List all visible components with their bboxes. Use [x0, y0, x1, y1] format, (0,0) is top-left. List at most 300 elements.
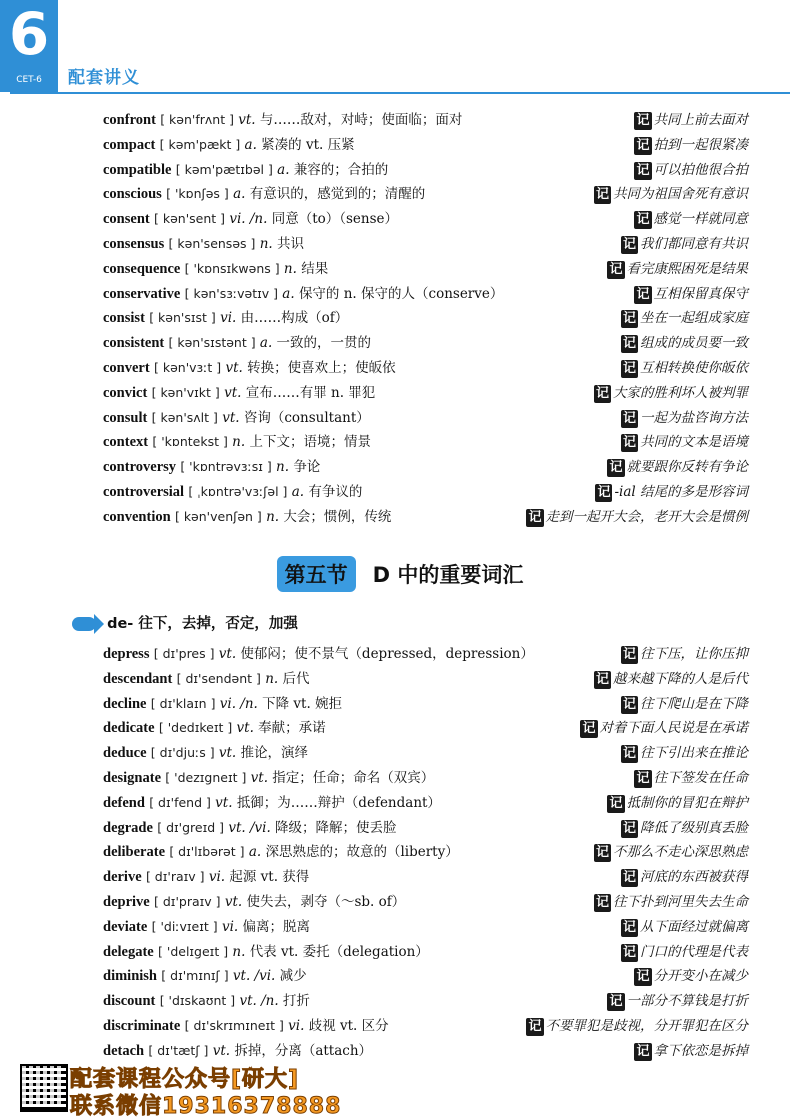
meaning: 宣布……有罪 n. 罪犯 [245, 384, 376, 401]
mnemonic-note [594, 667, 748, 692]
headword: compact [103, 136, 156, 153]
memo-marker: 记 [622, 696, 636, 712]
headword: convict [103, 384, 148, 401]
memo-marker: 记 [609, 460, 623, 476]
mnemonic-note [634, 766, 748, 791]
meaning: 上下文；语境；情景 [249, 434, 371, 451]
part-of-speech: vi. [221, 918, 239, 935]
vocab-entry [103, 381, 748, 406]
part-of-speech: a. [291, 483, 305, 500]
vocab-entry [103, 108, 748, 133]
memo-marker: 记 [582, 721, 596, 737]
mnemonic-text: 不那么不走心深思熟虑 [613, 844, 748, 861]
chapter-tab [0, 0, 58, 92]
meaning: 保守的 n. 保守的人（conserve） [298, 285, 504, 302]
headword: conservative [103, 285, 181, 302]
mnemonic-note [634, 282, 748, 307]
vocab-entry [103, 480, 748, 505]
headword: conscious [103, 186, 162, 203]
memo-marker: 记 [622, 820, 636, 836]
phonetic: [ kən'sent ] [154, 211, 226, 227]
meaning: 指定；任命；命名（双宾） [272, 769, 435, 786]
phonetic: [ dɪ'tætʃ ] [148, 1042, 209, 1058]
headword: deviate [103, 918, 148, 935]
mnemonic-note [634, 964, 748, 989]
phonetic: [ dɪ'djuːs ] [150, 745, 215, 761]
phonetic: [ kən'sensəs ] [168, 235, 256, 251]
vocab-entry [103, 692, 748, 717]
mnemonic-text: 大家的胜利坏人被判罪 [613, 384, 748, 401]
vocab-entry [103, 989, 748, 1014]
phonetic: [ dɪ'skrɪmɪneɪt ] [184, 1017, 284, 1033]
part-of-speech: n. [276, 459, 290, 476]
vocab-entry [103, 182, 748, 207]
memo-marker: 记 [636, 113, 650, 128]
mnemonic-text: 就要跟你反转有争论 [626, 459, 748, 476]
vocab-entry [103, 791, 748, 816]
mnemonic-text: 不要罪犯是歧视，分开罪犯在区分 [545, 1017, 748, 1034]
headword: consent [103, 211, 150, 228]
memo-marker: 记 [609, 795, 623, 811]
mnemonic-text: 互相保留真保守 [653, 285, 748, 302]
entry-definition [103, 282, 503, 307]
chapter-number: 6 [8, 0, 50, 68]
mnemonic-note [621, 692, 748, 717]
memo-marker: 记 [622, 746, 636, 762]
meaning: 降级；降解；使丢脸 [275, 819, 397, 836]
mnemonic-note [595, 480, 748, 505]
mnemonic-text: 往下扑到河里失去生命 [613, 893, 748, 910]
entry-definition [103, 840, 459, 865]
mnemonic-note [621, 865, 748, 890]
entry-definition [103, 133, 355, 158]
meaning: 转换；使喜欢上；使皈依 [247, 359, 396, 376]
mnemonic-note [621, 915, 748, 940]
memo-marker: 记 [595, 187, 609, 203]
entry-definition [103, 816, 397, 841]
page-header-title: 配套讲义 [68, 68, 140, 88]
mnemonic-text: 我们都同意有共识 [640, 235, 748, 252]
meaning: 有意识的，感觉到的；清醒的 [249, 186, 426, 203]
entry-definition [103, 766, 434, 791]
meaning: 下降 vt. 婉拒 [262, 695, 343, 712]
meaning: 由……构成（of） [240, 310, 349, 327]
mnemonic-note [594, 890, 748, 915]
memo-marker: 记 [595, 894, 609, 910]
entry-definition [103, 716, 326, 741]
mnemonic-note [607, 455, 748, 480]
meaning: 奉献；承诺 [258, 720, 326, 737]
phonetic: [ kən'vɪkt ] [151, 384, 220, 400]
phonetic: [ dɪ'raɪv ] [145, 869, 205, 885]
memo-marker: 记 [622, 870, 636, 886]
mnemonic-text: 河底的东西被获得 [640, 869, 748, 886]
meaning: 深思熟虑的；故意的（liberty） [265, 844, 459, 861]
mnemonic-note [634, 158, 748, 183]
headword: defend [103, 794, 145, 811]
mnemonic-note [607, 791, 748, 816]
meaning: 咨询（consultant） [243, 409, 370, 426]
entry-definition [103, 406, 370, 431]
phonetic: [ kən'sɪst ] [149, 310, 216, 326]
memo-marker: 记 [622, 360, 636, 376]
part-of-speech: vi. /n. [229, 211, 268, 228]
mnemonic-note [621, 816, 748, 841]
part-of-speech: n. [232, 434, 246, 451]
memo-marker: 记 [609, 994, 623, 1010]
vocab-entry [103, 915, 748, 940]
meaning: 抵御；为……辩护（defendant） [236, 794, 441, 811]
headword: discount [103, 993, 156, 1010]
entry-definition [103, 890, 405, 915]
mnemonic-note [621, 940, 748, 965]
headword: consult [103, 409, 148, 426]
entry-definition [103, 642, 534, 667]
vocab-entry [103, 207, 748, 232]
mnemonic-text: 组成的成员要一致 [640, 335, 748, 352]
memo-marker: 记 [636, 162, 650, 178]
mnemonic-text: 从下面经过就偏离 [640, 918, 748, 935]
entry-definition [103, 915, 310, 940]
entry-definition [103, 182, 425, 207]
mnemonic-text: 可以拍他很合拍 [653, 161, 748, 178]
part-of-speech: vt. [218, 646, 237, 662]
headword: convert [103, 359, 150, 376]
phonetic: [ 'delɪgeɪt ] [158, 943, 229, 959]
headword: context [103, 434, 149, 451]
headword: compatible [103, 161, 172, 178]
mnemonic-note [621, 430, 748, 455]
entry-definition [103, 108, 462, 133]
mnemonic-note [621, 406, 748, 431]
mnemonic-text: 走到一起开大会，老开大会是惯例 [545, 508, 748, 525]
headword: controversy [103, 459, 177, 476]
part-of-speech: vt. [218, 745, 237, 762]
entry-definition [103, 158, 388, 183]
headword: convention [103, 508, 171, 525]
promo-line-2: 联系微信19316378888 [70, 1094, 342, 1119]
phonetic: [ ˌkɒntrə'vɜːʃəl ] [188, 483, 288, 499]
mnemonic-text: 拿下依恋是拆掉 [653, 1042, 748, 1059]
part-of-speech: vi. [208, 869, 226, 886]
memo-marker: 记 [636, 212, 650, 228]
entry-definition [103, 480, 362, 505]
vocab-entry [103, 306, 748, 331]
part-of-speech: vt. [212, 1042, 231, 1059]
meaning: 偏离；脱离 [242, 918, 310, 935]
memo-marker: 记 [622, 944, 636, 960]
meaning: 使失去，剥夺（～sb. of） [246, 893, 406, 910]
mnemonic-text: 拍到一起很紧凑 [653, 136, 748, 153]
headword: decline [103, 695, 147, 712]
memo-marker: 记 [609, 261, 623, 277]
phonetic: [ 'kɒntekst ] [152, 434, 228, 450]
entry-definition [103, 257, 328, 282]
mnemonic-text: 互相转换使你皈依 [640, 359, 748, 376]
phonetic: [ dɪ'lɪbərət ] [169, 844, 245, 860]
phonetic: [ dɪ'fend ] [149, 794, 211, 810]
vocab-entry [103, 133, 748, 158]
mnemonic-text: 往下压，让你压抑 [640, 646, 748, 662]
memo-marker: 记 [622, 919, 636, 935]
phonetic: [ 'dɪskaʊnt ] [159, 993, 236, 1009]
memo-marker: 记 [622, 410, 636, 426]
headword: consist [103, 310, 145, 327]
entry-definition [103, 455, 320, 480]
memo-marker: 记 [597, 484, 611, 500]
vocab-entry [103, 1014, 748, 1039]
section-number-box: 第五节 [277, 556, 356, 592]
memo-marker: 记 [595, 385, 609, 401]
headword: degrade [103, 819, 153, 836]
part-of-speech: vt. /vi. [232, 968, 276, 985]
part-of-speech: vt. [225, 359, 243, 376]
headword: deliberate [103, 844, 166, 861]
mnemonic-text: 对着下面人民说是在承诺 [599, 720, 748, 737]
headword: depress [103, 646, 150, 662]
part-of-speech: vt. [250, 769, 268, 786]
vocab-entry [103, 455, 748, 480]
entry-definition [103, 207, 398, 232]
part-of-speech: vt. [222, 409, 240, 426]
mnemonic-text: 分开变小在减少 [653, 968, 748, 985]
vocab-entry [103, 282, 748, 307]
entry-definition [103, 331, 371, 356]
part-of-speech: vt. /vi. [228, 819, 271, 836]
phonetic: [ kəm'pætɪbəl ] [175, 161, 273, 177]
vocab-entry [103, 667, 748, 692]
entry-definition [103, 232, 304, 257]
entry-definition [103, 791, 441, 816]
memo-marker: 记 [622, 311, 636, 327]
headword: controversial [103, 483, 185, 500]
vocab-entry [103, 406, 748, 431]
headword: deprive [103, 893, 150, 910]
phonetic: [ kən'vɜːt ] [154, 359, 222, 375]
phonetic: [ kən'sʌlt ] [151, 409, 218, 425]
meaning: 一致的，一贯的 [276, 335, 372, 352]
part-of-speech: a. [233, 186, 246, 203]
part-of-speech: n. [232, 943, 246, 960]
meaning: 兼容的；合拍的 [293, 161, 389, 178]
vocab-entry [103, 158, 748, 183]
vocab-entry [103, 356, 748, 381]
memo-marker: 记 [636, 770, 650, 786]
phonetic: [ 'dedɪkeɪt ] [158, 720, 233, 736]
entry-definition [103, 505, 391, 530]
meaning: 打折 [282, 993, 310, 1010]
part-of-speech: a. [248, 844, 262, 861]
mnemonic-note [634, 207, 748, 232]
vocab-entry [103, 840, 748, 865]
part-of-speech: n. [259, 235, 273, 252]
mnemonic-text: 往下引出来在推论 [640, 745, 748, 762]
footer-watermark [0, 1060, 800, 1120]
header-divider [10, 92, 790, 94]
mnemonic-text: 看完康熙困死是结果 [626, 260, 748, 277]
part-of-speech: vt. [224, 384, 242, 401]
part-of-speech: a. [282, 285, 295, 302]
vocab-entry [103, 890, 748, 915]
meaning: 歧视 vt. 区分 [308, 1017, 389, 1034]
pointer-arrow-icon [72, 617, 96, 631]
prefix-label: de- 往下，去掉，否定，加强 [107, 616, 298, 632]
part-of-speech: a. [244, 136, 257, 153]
entry-definition [103, 989, 310, 1014]
phonetic: [ kəm'pækt ] [159, 136, 241, 152]
meaning: 大会；惯例，传统 [283, 508, 392, 525]
mnemonic-note [621, 232, 748, 257]
headword: delegate [103, 943, 154, 960]
meaning: 代表 vt. 委托（delegation） [249, 943, 429, 960]
headword: consensus [103, 235, 165, 252]
phonetic: [ 'kɒntrəvɜːsɪ ] [180, 459, 272, 475]
entry-definition [103, 692, 342, 717]
memo-marker: 记 [636, 286, 650, 302]
meaning: 共识 [276, 235, 304, 252]
mnemonic-text: 感觉一样就同意 [653, 211, 748, 228]
part-of-speech: a. [259, 335, 273, 352]
phonetic: [ dɪ'klaɪn ] [150, 695, 216, 711]
headword: designate [103, 769, 161, 786]
entry-definition [103, 741, 308, 766]
mnemonic-note [607, 989, 748, 1014]
mnemonic-note [526, 1014, 748, 1039]
part-of-speech: n. [265, 670, 279, 687]
meaning: 拆掉，分离（attach） [234, 1042, 373, 1059]
section-heading-text: D 中的重要词汇 [372, 563, 524, 587]
part-of-speech: vi. [288, 1017, 305, 1034]
entry-definition [103, 1014, 389, 1039]
part-of-speech: n. [266, 508, 280, 525]
phonetic: [ 'kɒnsɪkwəns ] [184, 260, 280, 276]
mnemonic-note [634, 133, 748, 158]
mnemonic-note [621, 642, 748, 667]
vocab-entry [103, 964, 748, 989]
mnemonic-text: 往下爬山是在下降 [640, 695, 748, 712]
vocab-entry [103, 940, 748, 965]
mnemonic-text: -ial 结尾的多是形容词 [614, 483, 748, 500]
mnemonic-text: 越来越下降的人是后代 [613, 670, 748, 687]
vocab-entry [103, 865, 748, 890]
vocab-entry [103, 642, 748, 667]
memo-marker: 记 [528, 509, 542, 525]
headword: detach [103, 1042, 145, 1059]
part-of-speech: vt. [238, 112, 256, 128]
entry-definition [103, 865, 309, 890]
mnemonic-note [594, 381, 748, 406]
mnemonic-note [621, 331, 748, 356]
entry-definition [103, 356, 396, 381]
meaning: 结果 [301, 260, 329, 277]
mnemonic-text: 共同为祖国舍死有意识 [613, 186, 748, 203]
mnemonic-text: 一起为盐咨询方法 [640, 409, 748, 426]
vocab-entry [103, 257, 748, 282]
mnemonic-note [634, 108, 748, 133]
headword: discriminate [103, 1017, 181, 1034]
headword: diminish [103, 968, 157, 985]
memo-marker: 记 [528, 1018, 542, 1034]
mnemonic-note [607, 257, 748, 282]
promo-line-1: 配套课程公众号[研大] [70, 1067, 300, 1092]
entry-definition [103, 306, 348, 331]
headword: descendant [103, 670, 173, 687]
phonetic: [ kən'sɪstənt ] [168, 335, 256, 351]
phonetic: [ 'diːvɪeɪt ] [151, 918, 218, 934]
vocab-entry [103, 505, 748, 530]
headword: deduce [103, 745, 147, 762]
entry-definition [103, 381, 375, 406]
mnemonic-text: 共同的文本是语境 [640, 434, 748, 451]
part-of-speech: vt. [236, 720, 254, 737]
mnemonic-note [580, 716, 748, 741]
phonetic: [ dɪ'mɪnɪʃ ] [161, 968, 229, 984]
vocab-entry [103, 766, 748, 791]
mnemonic-note [594, 840, 748, 865]
entry-definition [103, 964, 307, 989]
phonetic: [ kən'venʃən ] [174, 508, 262, 524]
vocab-list-de [103, 642, 748, 1064]
phonetic: [ kən'sɜːvətɪv ] [184, 285, 278, 301]
mnemonic-note [621, 356, 748, 381]
mnemonic-text: 门口的代理是代表 [640, 943, 748, 960]
memo-marker: 记 [622, 647, 636, 662]
mnemonic-note [621, 306, 748, 331]
mnemonic-text: 一部分不算钱是打折 [626, 993, 748, 1010]
memo-marker: 记 [622, 435, 636, 451]
vocab-entry [103, 232, 748, 257]
mnemonic-text: 抵制你的冒犯在辩护 [626, 794, 748, 811]
headword: consequence [103, 260, 181, 277]
memo-marker: 记 [636, 969, 650, 985]
part-of-speech: vi. [220, 310, 237, 327]
vocab-entry [103, 741, 748, 766]
memo-marker: 记 [595, 845, 609, 861]
mnemonic-note [526, 505, 748, 530]
phonetic: [ dɪ'greɪd ] [157, 819, 225, 835]
memo-marker: 记 [636, 1043, 650, 1059]
prefix-line [72, 612, 298, 633]
phonetic: [ 'kɒnʃəs ] [166, 186, 229, 202]
meaning: 使郁闷；使不景气（depressed，depression） [240, 646, 534, 662]
part-of-speech: vi. /n. [219, 695, 258, 712]
headword: dedicate [103, 720, 155, 737]
entry-definition [103, 940, 429, 965]
vocab-entry [103, 331, 748, 356]
part-of-speech: a. [277, 161, 290, 178]
phonetic: [ 'dezɪgneɪt ] [165, 769, 247, 785]
part-of-speech: n. [283, 260, 297, 277]
meaning: 有争议的 [308, 483, 363, 500]
meaning: 与……敌对，对峙；使面临；面对 [259, 112, 463, 128]
part-of-speech: vt. /n. [239, 993, 279, 1010]
phonetic: [ dɪ'praɪv ] [154, 893, 221, 909]
vocab-entry [103, 816, 748, 841]
chapter-tag: CET-6 [16, 75, 42, 85]
section-heading [0, 556, 800, 592]
memo-marker: 记 [622, 236, 636, 252]
meaning: 后代 [282, 670, 310, 687]
headword: derive [103, 869, 142, 886]
mnemonic-note [621, 741, 748, 766]
part-of-speech: vt. [215, 794, 233, 811]
meaning: 起源 vt. 获得 [229, 869, 310, 886]
entry-definition [103, 667, 309, 692]
headword: consistent [103, 335, 165, 352]
memo-marker: 记 [636, 137, 650, 153]
mnemonic-text: 坐在一起组成家庭 [640, 310, 748, 327]
phonetic: [ kən'frʌnt ] [160, 112, 234, 127]
